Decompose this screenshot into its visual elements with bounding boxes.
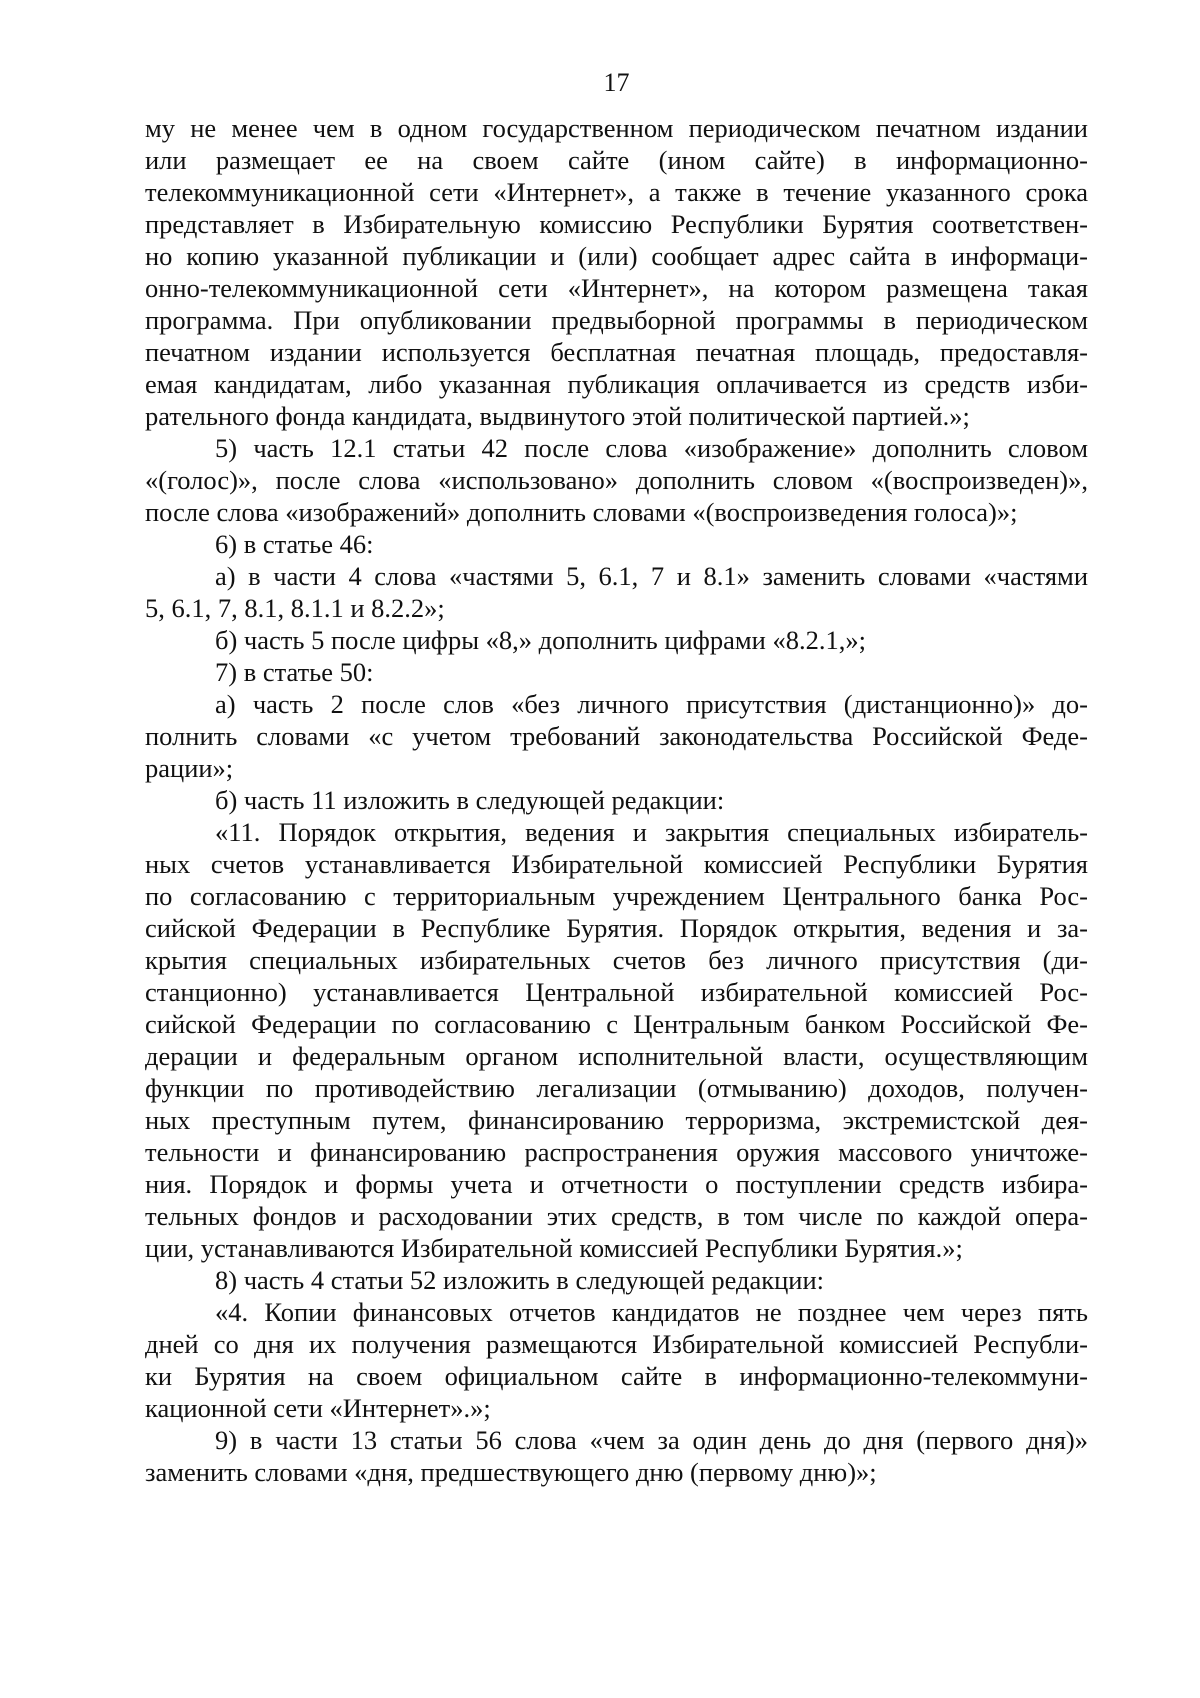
text-line: онно-телекоммуникационной сети «Интернет», на котором размещена такая <box>145 273 1088 303</box>
text-line: 5, 6.1, 7, 8.1, 8.1.1 и 8.2.2»; <box>145 593 445 623</box>
text-line: б) часть 11 изложить в следующей редакции: <box>215 785 725 815</box>
text-line: представляет в Избирательную комиссию Республики Бурятия соответствен- <box>145 209 1088 239</box>
text-line: ции, устанавливаются Избирательной комиссией Республики Бурятия.»; <box>145 1233 963 1263</box>
text-line: б) часть 5 после цифры «8,» дополнить цифрами «8.2.1,»; <box>215 625 866 655</box>
text-line: емая кандидатам, либо указанная публикация оплачивается из средств изби- <box>145 369 1088 399</box>
text-line: «11. Порядок открытия, ведения и закрытия специальных избиратель- <box>215 817 1088 847</box>
text-line: рации»; <box>145 753 234 783</box>
text-line: 7) в статье 50: <box>215 657 374 687</box>
text-line: тельности и финансированию распространения оружия массового уничтоже- <box>145 1137 1088 1167</box>
text-line: сийской Федерации по согласованию с Центральным банком Российской Фе- <box>145 1009 1088 1039</box>
text-line: а) часть 2 после слов «без личного присутствия (дистанционно)» до- <box>215 689 1088 719</box>
text-line: ния. Порядок и формы учета и отчетности о поступлении средств избира- <box>145 1169 1088 1199</box>
text-line: 8) часть 4 статьи 52 изложить в следующей редакции: <box>215 1265 825 1295</box>
text-line: по согласованию с территориальным учреждением Центрального банка Рос- <box>145 881 1088 911</box>
text-line: «(голос)», после слова «использовано» дополнить словом «(воспроизведен)», <box>145 465 1088 495</box>
text-line: ных преступным путем, финансированию терроризма, экстремистской дея- <box>145 1105 1088 1135</box>
text-line: му не менее чем в одном государственном периодическом печатном издании <box>145 113 1088 143</box>
text-line: «4. Копии финансовых отчетов кандидатов не позднее чем через пять <box>215 1297 1088 1327</box>
text-line: программа. При опубликовании предвыборной программы в периодическом <box>145 305 1088 335</box>
text-line: станционно) устанавливается Центральной избирательной комиссией Рос- <box>145 977 1088 1007</box>
text-line: а) в части 4 слова «частями 5, 6.1, 7 и 8.1» заменить словами «частями <box>215 561 1088 591</box>
text-line: ных счетов устанавливается Избирательной комиссией Республики Бурятия <box>145 849 1088 879</box>
text-line: после слова «изображений» дополнить словами «(воспроизведения голоса)»; <box>145 497 1018 527</box>
text-line: крытия специальных избирательных счетов без личного присутствия (ди- <box>145 945 1088 975</box>
text-line: ки Бурятия на своем официальном сайте в информационно-телекоммуни- <box>145 1361 1088 1391</box>
text-line: полнить словами «с учетом требований законодательства Российской Феде- <box>145 721 1088 751</box>
text-line: 9) в части 13 статьи 56 слова «чем за один день до дня (первого дня)» <box>215 1425 1088 1455</box>
document-body <box>145 112 1088 1488</box>
text-line: тельных фондов и расходовании этих средств, в том числе по каждой опера- <box>145 1201 1088 1231</box>
text-line: печатном издании используется бесплатная печатная площадь, предоставля- <box>145 337 1088 367</box>
text-line: заменить словами «дня, предшествующего дню (первому дню)»; <box>145 1457 877 1487</box>
text-line: телекоммуникационной сети «Интернет», а также в течение указанного срока <box>145 177 1088 207</box>
text-line: 6) в статье 46: <box>215 529 374 559</box>
page-number: 17 <box>603 68 630 97</box>
text-line: 5) часть 12.1 статьи 42 после слова «изображение» дополнить словом <box>215 433 1088 463</box>
text-line: но копию указанной публикации и (или) сообщает адрес сайта в информаци- <box>145 241 1088 271</box>
text-line: рательного фонда кандидата, выдвинутого этой политической партией.»; <box>145 401 970 431</box>
text-line: или размещает ее на своем сайте (ином сайте) в информационно- <box>145 145 1088 175</box>
text-line: функции по противодействию легализации (отмыванию) доходов, получен- <box>145 1073 1088 1103</box>
text-line: кационной сети «Интернет».»; <box>145 1393 491 1423</box>
text-line: дней со дня их получения размещаются Избирательной комиссией Республи- <box>145 1329 1088 1359</box>
text-line: дерации и федеральным органом исполнительной власти, осуществляющим <box>145 1041 1088 1071</box>
text-line: сийской Федерации в Республике Бурятия. Порядок открытия, ведения и за- <box>145 913 1088 943</box>
